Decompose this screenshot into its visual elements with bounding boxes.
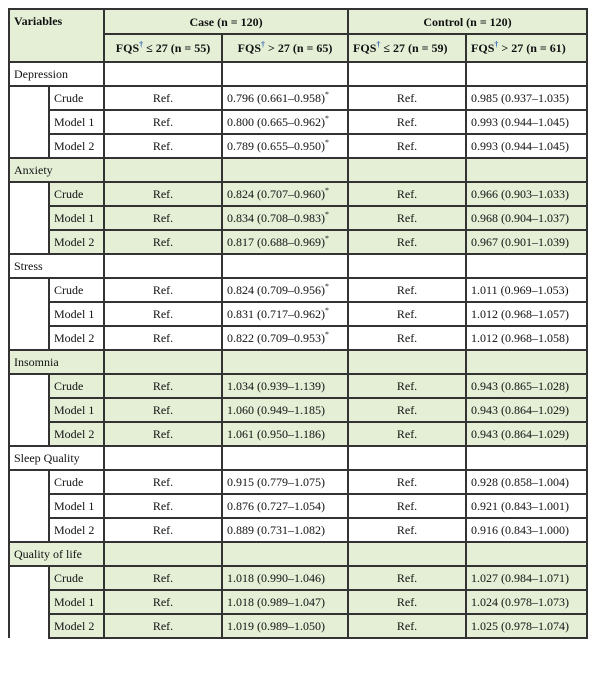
indent-cell (9, 206, 49, 230)
empty-cell (348, 446, 466, 470)
table-row (9, 494, 587, 518)
empty-cell (104, 158, 222, 182)
variables-header: Variables (9, 9, 104, 62)
empty-cell (466, 62, 587, 86)
control-low-value: Ref. (348, 470, 466, 494)
variable-name: Stress (9, 254, 104, 278)
control-high-value: 1.024 (0.978–1.073) (466, 590, 587, 614)
odds-ratio-text: 0.789 (0.655–0.950) (227, 139, 326, 153)
odds-ratio-text: 0.796 (0.661–0.958) (227, 91, 326, 105)
empty-cell (104, 350, 222, 374)
case-low-value: Ref. (104, 518, 222, 542)
table-container (8, 8, 588, 639)
control-high-value: 0.943 (0.864–1.029) (466, 422, 587, 446)
model-label: Crude (49, 86, 104, 110)
case-fqs-low-header: FQS† ≤ 27 (n = 55) (104, 34, 222, 62)
significance-mark: * (325, 114, 330, 123)
table-row (9, 614, 587, 638)
model-label: Model 2 (49, 230, 104, 254)
control-high-value: 1.012 (0.968–1.058) (466, 326, 587, 350)
table-row (9, 518, 587, 542)
control-header: Control (n = 120) (348, 9, 587, 34)
case-high-value (222, 326, 348, 350)
empty-cell (466, 350, 587, 374)
odds-ratio-text: 0.824 (0.707–0.960) (227, 187, 326, 201)
control-high-value: 0.943 (0.865–1.028) (466, 374, 587, 398)
case-high-value (222, 566, 348, 590)
control-low-value: Ref. (348, 230, 466, 254)
table-row (9, 206, 587, 230)
table-row (9, 374, 587, 398)
control-fqs-high-header: FQS† > 27 (n = 61) (466, 34, 587, 62)
odds-ratio-text: 1.060 (0.949–1.185) (227, 403, 326, 417)
control-low-value: Ref. (348, 518, 466, 542)
empty-cell (222, 62, 348, 86)
indent-cell (9, 614, 49, 638)
case-low-value: Ref. (104, 182, 222, 206)
case-low-value: Ref. (104, 230, 222, 254)
control-low-value: Ref. (348, 326, 466, 350)
case-high-value (222, 182, 348, 206)
empty-cell (466, 158, 587, 182)
odds-ratio-text: 0.824 (0.709–0.956) (227, 283, 326, 297)
case-low-value: Ref. (104, 470, 222, 494)
variable-name: Anxiety (9, 158, 104, 182)
significance-mark: * (325, 330, 330, 339)
control-high-value: 0.968 (0.904–1.037) (466, 206, 587, 230)
results-table (8, 8, 588, 639)
control-high-value: 0.943 (0.864–1.029) (466, 398, 587, 422)
variable-name: Quality of life (9, 542, 104, 566)
model-label: Model 1 (49, 110, 104, 134)
case-low-value: Ref. (104, 302, 222, 326)
model-label: Crude (49, 278, 104, 302)
case-high-value (222, 470, 348, 494)
case-high-value (222, 278, 348, 302)
case-header: Case (n = 120) (104, 9, 348, 34)
table-row (9, 566, 587, 590)
dagger-mark: † (376, 40, 381, 49)
model-label: Model 1 (49, 590, 104, 614)
indent-cell (9, 134, 49, 158)
control-low-value: Ref. (348, 302, 466, 326)
table-row (9, 302, 587, 326)
case-low-value: Ref. (104, 110, 222, 134)
empty-cell (222, 350, 348, 374)
table-row (9, 590, 587, 614)
case-low-value: Ref. (104, 278, 222, 302)
empty-cell (466, 542, 587, 566)
model-label: Model 2 (49, 326, 104, 350)
header-row-groups (9, 9, 587, 34)
group-row (9, 446, 587, 470)
model-label: Model 1 (49, 494, 104, 518)
odds-ratio-text: 0.822 (0.709–0.953) (227, 331, 326, 345)
group-row (9, 350, 587, 374)
indent-cell (9, 494, 49, 518)
case-low-value: Ref. (104, 566, 222, 590)
table-row (9, 230, 587, 254)
control-high-value: 0.985 (0.937–1.035) (466, 86, 587, 110)
control-high-value: 0.967 (0.901–1.039) (466, 230, 587, 254)
control-low-value: Ref. (348, 182, 466, 206)
case-high-value (222, 134, 348, 158)
odds-ratio-text: 0.889 (0.731–1.082) (227, 523, 326, 537)
significance-mark: * (325, 210, 330, 219)
case-high-value (222, 110, 348, 134)
indent-cell (9, 422, 49, 446)
model-label: Model 1 (49, 206, 104, 230)
variable-name: Sleep Quality (9, 446, 104, 470)
odds-ratio-text: 1.061 (0.950–1.186) (227, 427, 326, 441)
empty-cell (222, 254, 348, 278)
control-low-value: Ref. (348, 494, 466, 518)
table-row (9, 182, 587, 206)
indent-cell (9, 518, 49, 542)
case-high-value (222, 398, 348, 422)
table-row (9, 326, 587, 350)
case-low-value: Ref. (104, 374, 222, 398)
variable-name: Depression (9, 62, 104, 86)
case-high-value (222, 614, 348, 638)
case-fqs-high-header: FQS† > 27 (n = 65) (222, 34, 348, 62)
control-low-value: Ref. (348, 422, 466, 446)
model-label: Crude (49, 182, 104, 206)
dagger-mark: † (139, 40, 144, 49)
table-row (9, 134, 587, 158)
odds-ratio-text: 0.876 (0.727–1.054) (227, 499, 326, 513)
table-row (9, 422, 587, 446)
group-row (9, 542, 587, 566)
model-label: Crude (49, 374, 104, 398)
model-label: Model 2 (49, 422, 104, 446)
control-low-value: Ref. (348, 206, 466, 230)
empty-cell (104, 62, 222, 86)
control-low-value: Ref. (348, 566, 466, 590)
case-high-value (222, 494, 348, 518)
model-label: Model 1 (49, 398, 104, 422)
odds-ratio-text: 1.019 (0.989–1.050) (227, 619, 326, 633)
table-body (9, 62, 587, 638)
significance-mark: * (325, 138, 330, 147)
empty-cell (466, 446, 587, 470)
control-high-value: 0.921 (0.843–1.001) (466, 494, 587, 518)
significance-mark: * (325, 282, 330, 291)
case-low-value: Ref. (104, 134, 222, 158)
indent-cell (9, 374, 49, 398)
case-high-value (222, 230, 348, 254)
odds-ratio-text: 0.817 (0.688–0.969) (227, 235, 326, 249)
significance-mark: * (325, 90, 330, 99)
indent-cell (9, 326, 49, 350)
control-low-value: Ref. (348, 134, 466, 158)
case-high-value (222, 86, 348, 110)
dagger-mark: † (494, 40, 499, 49)
control-high-value: 0.916 (0.843–1.000) (466, 518, 587, 542)
empty-cell (222, 446, 348, 470)
control-high-value: 1.011 (0.969–1.053) (466, 278, 587, 302)
control-fqs-low-header: FQS† ≤ 27 (n = 59) (348, 34, 466, 62)
odds-ratio-text: 1.034 (0.939–1.139) (227, 379, 326, 393)
model-label: Crude (49, 470, 104, 494)
model-label: Model 2 (49, 614, 104, 638)
case-low-value: Ref. (104, 494, 222, 518)
group-row (9, 62, 587, 86)
model-label: Model 2 (49, 134, 104, 158)
indent-cell (9, 302, 49, 326)
variable-name: Insomnia (9, 350, 104, 374)
control-low-value: Ref. (348, 374, 466, 398)
odds-ratio-text: 0.915 (0.779–1.075) (227, 475, 326, 489)
control-high-value: 1.025 (0.978–1.074) (466, 614, 587, 638)
empty-cell (104, 254, 222, 278)
table-row (9, 278, 587, 302)
control-low-value: Ref. (348, 278, 466, 302)
empty-cell (348, 542, 466, 566)
control-high-value: 1.012 (0.968–1.057) (466, 302, 587, 326)
dagger-mark: † (261, 40, 266, 49)
indent-cell (9, 566, 49, 590)
significance-mark: * (325, 234, 330, 243)
case-high-value (222, 590, 348, 614)
control-high-value: 0.928 (0.858–1.004) (466, 470, 587, 494)
empty-cell (466, 254, 587, 278)
control-high-value: 0.993 (0.944–1.045) (466, 110, 587, 134)
empty-cell (348, 254, 466, 278)
empty-cell (222, 158, 348, 182)
indent-cell (9, 110, 49, 134)
case-low-value: Ref. (104, 422, 222, 446)
control-high-value: 0.966 (0.903–1.033) (466, 182, 587, 206)
case-low-value: Ref. (104, 206, 222, 230)
case-high-value (222, 302, 348, 326)
indent-cell (9, 86, 49, 110)
odds-ratio-text: 0.800 (0.665–0.962) (227, 115, 326, 129)
table-row (9, 470, 587, 494)
indent-cell (9, 278, 49, 302)
indent-cell (9, 470, 49, 494)
control-low-value: Ref. (348, 86, 466, 110)
odds-ratio-text: 1.018 (0.990–1.046) (227, 571, 326, 585)
table-row (9, 86, 587, 110)
indent-cell (9, 398, 49, 422)
model-label: Model 1 (49, 302, 104, 326)
table-row (9, 110, 587, 134)
odds-ratio-text: 0.834 (0.708–0.983) (227, 211, 326, 225)
model-label: Model 2 (49, 518, 104, 542)
model-label: Crude (49, 566, 104, 590)
control-low-value: Ref. (348, 590, 466, 614)
case-high-value (222, 374, 348, 398)
case-high-value (222, 422, 348, 446)
empty-cell (104, 446, 222, 470)
empty-cell (104, 542, 222, 566)
empty-cell (348, 62, 466, 86)
case-low-value: Ref. (104, 326, 222, 350)
control-low-value: Ref. (348, 110, 466, 134)
case-high-value (222, 518, 348, 542)
odds-ratio-text: 0.831 (0.717–0.962) (227, 307, 326, 321)
case-low-value: Ref. (104, 86, 222, 110)
case-low-value: Ref. (104, 398, 222, 422)
odds-ratio-text: 1.018 (0.989–1.047) (227, 595, 326, 609)
significance-mark: * (325, 186, 330, 195)
significance-mark: * (325, 306, 330, 315)
control-high-value: 1.027 (0.984–1.071) (466, 566, 587, 590)
case-high-value (222, 206, 348, 230)
control-high-value: 0.993 (0.944–1.045) (466, 134, 587, 158)
empty-cell (222, 542, 348, 566)
group-row (9, 158, 587, 182)
control-low-value: Ref. (348, 398, 466, 422)
empty-cell (348, 350, 466, 374)
case-low-value: Ref. (104, 614, 222, 638)
indent-cell (9, 182, 49, 206)
indent-cell (9, 230, 49, 254)
table-row (9, 398, 587, 422)
group-row (9, 254, 587, 278)
control-low-value: Ref. (348, 614, 466, 638)
indent-cell (9, 590, 49, 614)
empty-cell (348, 158, 466, 182)
case-low-value: Ref. (104, 590, 222, 614)
